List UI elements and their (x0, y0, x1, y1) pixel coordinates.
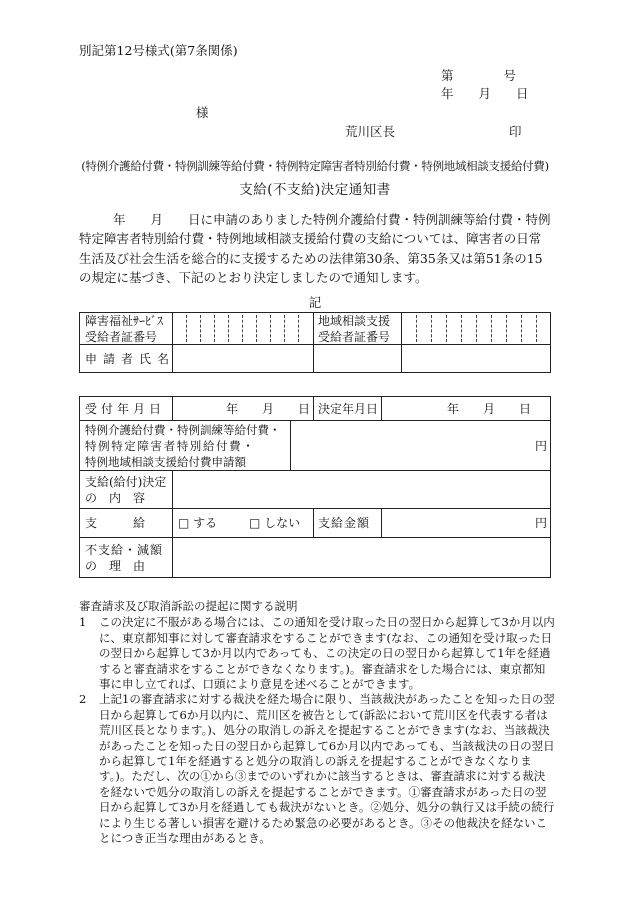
requested-amount-yen: 円 (535, 439, 548, 453)
pay-amount-field[interactable] (383, 510, 531, 536)
pay-label: 支 給 (85, 516, 146, 530)
content-label-line-2: の 内 容 (85, 491, 146, 505)
recipient-number-label-2: 受給者証番号 (85, 330, 158, 344)
reason-label-line-2: の 理 由 (85, 559, 146, 573)
applicant-extra-field[interactable] (403, 346, 550, 372)
note-text: 上記1の審査請求に対する裁決を経た場合に限り、当該裁決があったことを知った日の翌日から起算して6か月以内に、荒川区を被告として(訴訟において荒川区を代表する者は荒川区長となります。)、処分の取消しの訴えを提起することができます(なお、当該裁決があったことを知った日の翌日から起算して6か月以内であっても、当該裁決の日の翌日から起算して1年を経過すると処分の取消しの訴えを提起することができなくなります。)。ただし、次の①から③までのいずれかに該当するときは、審査請求に対する裁決を経ないで処分の取消しの訴えを提起することができます。①審査請求があった日の翌日から起算して3か月を経過しても裁決がないとき。②処分、処分の執行又は手続の続行により生じる著しい損害を避けるため緊急の必要があるとき。③その他裁決を経ないことにつき正当な理由があるとき。 (99, 692, 555, 846)
addressee-suffix: 様 (196, 105, 209, 120)
notes-heading: 審査請求及び取消訴訟の提起に関する説明 (79, 599, 298, 613)
amount-label-line-2: 特例特定障害者特別給付費・ (85, 439, 256, 453)
content-label-line-1: 支給(給付)決定 (85, 475, 167, 489)
notes-section (79, 599, 556, 847)
pay-amount-yen: 円 (535, 516, 548, 530)
decision-content-field[interactable] (174, 472, 550, 507)
recipient-number-label-1: 障害福祉ｻｰﾋﾞｽ (85, 314, 164, 328)
note-text: この決定に不服がある場合には、この通知を受け取った日の翌日から起算して3か月以内に、東京都知事に対して審査請求をすることができます(なお、この通知を受け取った日の翌日から起算して3か月以内であっても、この決定の日の翌日から起算して1年を経過すると審査請求をすることができなくなります。)。審査請求をした場合には、東京都知事に申し立てれば、口頭により意見を述べることができます。 (99, 615, 555, 692)
consult-number-label-1: 地域相談支援 (318, 314, 391, 328)
reason-field[interactable] (174, 539, 550, 577)
pay-amount-label: 支給金額 (318, 516, 371, 530)
issuer: 荒川区長 (345, 124, 396, 139)
pay-no-checkbox[interactable]: □ しない (249, 516, 301, 530)
applicant-name-field[interactable] (174, 346, 312, 372)
reason-label-line-1: 不支給・減額 (85, 543, 164, 557)
form-id: 別記第12号様式(第7条関係) (79, 43, 238, 58)
number-label: 第 号 (441, 68, 517, 83)
amount-label-line-1: 特例介護給付費・特例訓練等給付費・ (85, 423, 281, 437)
note-item (79, 692, 556, 846)
note-item (79, 615, 556, 692)
note-number: 2 (79, 692, 87, 707)
amount-label-line-3: 特例地域相談支援給付費申請額 (85, 455, 246, 469)
receipt-date-label: 受付年月日 (85, 402, 166, 416)
subtitle: (特例介護給付費・特例訓練等給付費・特例特定障害者特別給付費・特例地域相談支援給付費) (81, 159, 549, 173)
decision-date-label: 決定年月日 (318, 402, 379, 416)
pay-yes-checkbox[interactable]: □ する (178, 516, 218, 530)
page-title: 支給(不支給)決定通知書 (239, 182, 391, 198)
consult-number-label-2: 受給者証番号 (318, 330, 391, 344)
note-number: 1 (79, 615, 87, 630)
ki-label: 記 (308, 295, 322, 310)
seal: 印 (509, 124, 522, 139)
applicant-name-label: 申請者氏名 (85, 352, 176, 366)
body-paragraph: 年 月 日に申請のありました特例介護給付費・特例訓練等給付費・特例特定障害者特別給付費・特例地域相談支援給付費の支給については、障害者の日常生活及び社会生活を総合的に支援するための法律第30条、第35条又は第51条の15の規定に基づき、下記のとおり決定しましたので通知します。 (79, 212, 551, 285)
date-label: 年 月 日 (441, 86, 529, 101)
requested-amount-field[interactable] (292, 422, 532, 468)
receipt-date-value[interactable]: 年 月 日 (226, 402, 311, 416)
decision-date-value[interactable]: 年 月 日 (447, 402, 532, 416)
